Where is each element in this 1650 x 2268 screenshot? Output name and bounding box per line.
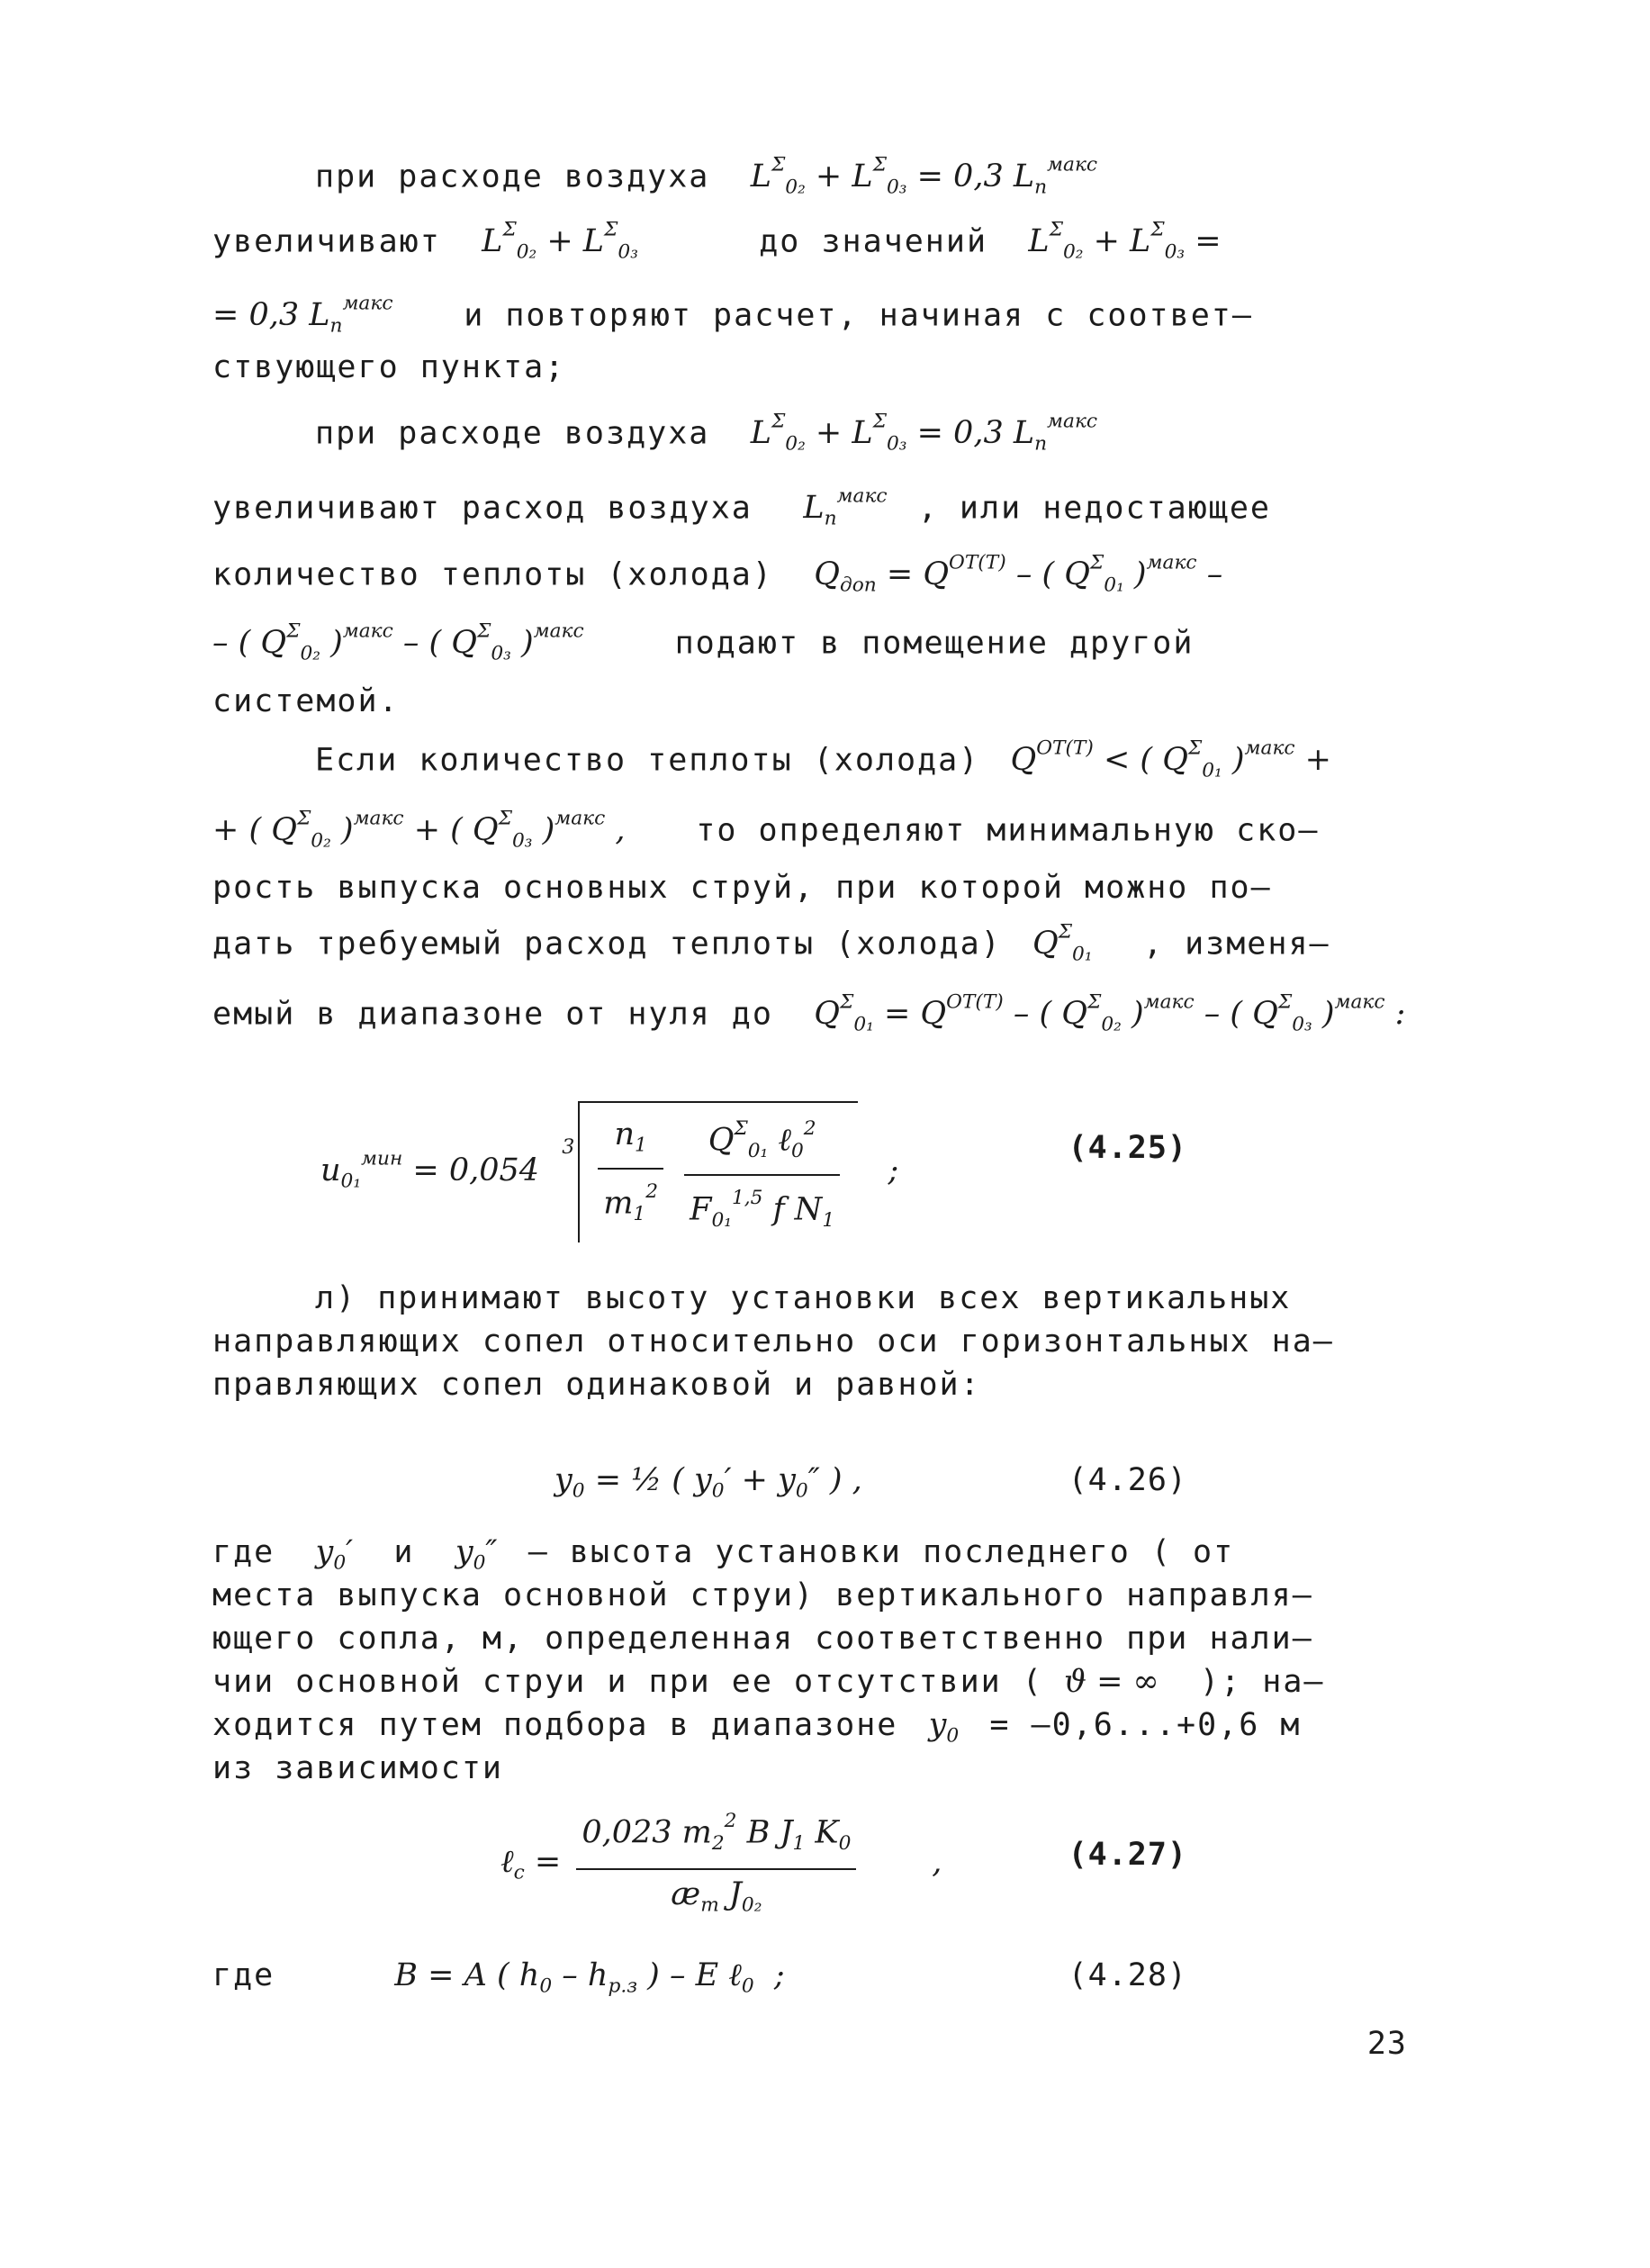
line-text: системой. bbox=[212, 683, 400, 719]
inline-formula: B = A ( $h_0 - h_{р.з}$ ) – E ℓ$_0$ ; bbox=[394, 1957, 785, 1998]
line-text: чии основной струи и при ее отсутствии ( bbox=[212, 1664, 1043, 1700]
line-text: л) принимают высоту установки всех вертикальных bbox=[315, 1280, 1292, 1316]
inline-formula: $L^\Sigma_{0_2} + L^\Sigma_{0_3} = 0,3$ $L_п^{макс}$ bbox=[730, 411, 1098, 456]
equation-4-26: $y_0$ = ½ ( $y_0' + y_0''$ ) , (4.26) bbox=[212, 1459, 1419, 1514]
line-text: то определяют минимальную ско– bbox=[696, 812, 1320, 849]
inline-formula: $y_0'$ bbox=[295, 1534, 374, 1575]
line-text: направляющих сопел относительно оси горизонтальных на– bbox=[212, 1324, 1334, 1360]
inline-formula: – ( $Q^\Sigma_{0_2}$ )$^{макс}$ – ( $Q^\Sigma_{0_3}$ )$^{макс}$ bbox=[212, 620, 584, 665]
equation-4-27: ℓ$_с$ = $\frac{0,023 m_2^2 B J_1 K_0}{æ_m J_{0_2}}$ , (4.27) bbox=[212, 1801, 1419, 1909]
inline-formula: = 0,3 $L_п^{макс}$ bbox=[212, 293, 393, 338]
line-text: ющего сопла, м, определенная соответственно при нали– bbox=[212, 1621, 1313, 1657]
inline-formula: $Q^\Sigma_{0_1} = Q^{ОТ(Т)}$ – ( $Q^\Sigma_{0_2}$ )$^{макс}$ – ( $Q^\Sigma_{0_3}$ )$^{макс}$ : bbox=[794, 991, 1406, 1036]
text-line bbox=[212, 475, 1419, 541]
text-line bbox=[212, 1320, 1419, 1363]
line-text: увеличивают bbox=[212, 223, 441, 260]
text-line bbox=[212, 283, 1419, 348]
line-text: количество теплоты (холода) bbox=[212, 556, 773, 593]
inline-formula: $L^\Sigma_{0_2} + L^\Sigma_{0_3}$ bbox=[461, 219, 638, 264]
text-line bbox=[212, 610, 1419, 676]
line-text: Если количество теплоты (холода) bbox=[315, 742, 980, 779]
line-text: подают в помещение другой bbox=[674, 625, 1195, 662]
text-line bbox=[212, 1747, 1419, 1790]
line-text: дать требуемый расход теплоты (холода) bbox=[212, 926, 1002, 962]
text-line bbox=[212, 542, 1419, 608]
text-line bbox=[212, 798, 1419, 863]
text-line bbox=[212, 1363, 1419, 1406]
text-line bbox=[212, 680, 1419, 723]
line-text: где bbox=[212, 1957, 275, 1993]
text-line bbox=[212, 1617, 1419, 1660]
equation-number: (4.26) bbox=[1068, 1462, 1187, 1498]
line-text: и повторяют расчет, начиная с соответ– bbox=[464, 297, 1253, 334]
eq427-coefficient: 0,023 bbox=[582, 1814, 672, 1851]
cube-root: $\frac{n_1}{m_1^2}$ $\frac{Q^\Sigma_{0_1} \ell_0^2}{F_{0_1}^{1,5} f N_1}$ bbox=[578, 1101, 858, 1243]
equation-4-25: $u_{0_1}^{мин} = 0,054$ $^3$ $\frac{n_1}{m_1^2}$ $\frac{Q^\Sigma_{0_1} \ell_0^2}{F_{0_1}^{1,5} f N_1}$ ; (4.25) bbox=[212, 1089, 1419, 1206]
inline-formula: $L_п^{макс}$ bbox=[772, 485, 888, 530]
equation-number: (4.25) bbox=[1068, 1130, 1187, 1166]
line-text: и bbox=[393, 1534, 415, 1570]
equation-number: (4.27) bbox=[1068, 1837, 1187, 1873]
text-line bbox=[212, 911, 1419, 977]
inline-formula: $L^\Sigma_{0_2} + L^\Sigma_{0_3}$ = bbox=[1008, 219, 1222, 264]
inline-formula: $y_0''$ bbox=[435, 1534, 508, 1575]
text-line bbox=[315, 401, 1419, 466]
text-line bbox=[315, 727, 1419, 793]
line-text: ходится путем подбора в диапазоне bbox=[212, 1707, 898, 1743]
line-text: при расходе воздуха bbox=[315, 158, 710, 195]
text-line bbox=[212, 866, 1419, 909]
equation-number: (4.28) bbox=[1068, 1957, 1187, 1993]
line-text: , изменя– bbox=[1142, 926, 1330, 962]
page-number: 23 bbox=[1366, 2026, 1407, 2062]
line-text: – высота установки последнего ( от bbox=[527, 1534, 1235, 1570]
line-text: ствующего пункта; bbox=[212, 349, 566, 385]
text-line bbox=[315, 1277, 1419, 1320]
line-text: до значений bbox=[759, 223, 988, 260]
inline-formula: $Q_{доп} = Q^{ОТ(Т)}$ – ( $Q^\Sigma_{0_1}$ )$^{макс}$ – bbox=[794, 552, 1223, 597]
text-line bbox=[212, 1660, 1419, 1703]
line-text: где bbox=[212, 1534, 275, 1570]
line-text: = –0,6...+0,6 м bbox=[989, 1707, 1302, 1743]
line-text: рость выпуска основных струй, при которой можно по– bbox=[212, 870, 1272, 906]
line-text: из зависимости bbox=[212, 1750, 504, 1786]
line-text: правляющих сопел одинаковой и равной: bbox=[212, 1367, 981, 1403]
inline-formula: + ( $Q^\Sigma_{0_2}$ )$^{макс}$ + ( $Q^\Sigma_{0_3}$ )$^{макс}$ , bbox=[212, 808, 676, 853]
inline-formula: $Q^{ОТ(Т)}$ < ( $Q^\Sigma_{0_1}$ )$^{макс}$ + bbox=[1000, 737, 1331, 782]
text-line bbox=[212, 346, 1419, 389]
line-text: при расходе воздуха bbox=[315, 415, 710, 452]
text-line bbox=[212, 209, 1419, 275]
line-text: , или недостающее bbox=[917, 490, 1272, 527]
text-line bbox=[212, 981, 1419, 1047]
equation-4-28 bbox=[212, 1954, 1419, 2009]
eq425-coefficient: 0,054 bbox=[448, 1152, 540, 1188]
line-text: емый в диапазоне от нуля до bbox=[212, 996, 773, 1033]
text-line bbox=[315, 144, 1419, 210]
line-text: ); на– bbox=[1200, 1664, 1325, 1700]
inline-formula: $Q^\Sigma_{0_1}$ bbox=[1022, 921, 1093, 966]
inline-formula: $L^\Sigma_{0_2} + L^\Sigma_{0_3} = 0,3$ $L_п^{макс}$ bbox=[730, 154, 1098, 199]
inline-formula: ϑ = ∞ bbox=[1063, 1664, 1179, 1700]
text-line bbox=[212, 1574, 1419, 1617]
line-text: места выпуска основной струи) вертикального направля– bbox=[212, 1577, 1313, 1613]
line-text: увеличивают расход воздуха bbox=[212, 490, 753, 527]
inline-formula: $y_0$ bbox=[918, 1707, 960, 1748]
